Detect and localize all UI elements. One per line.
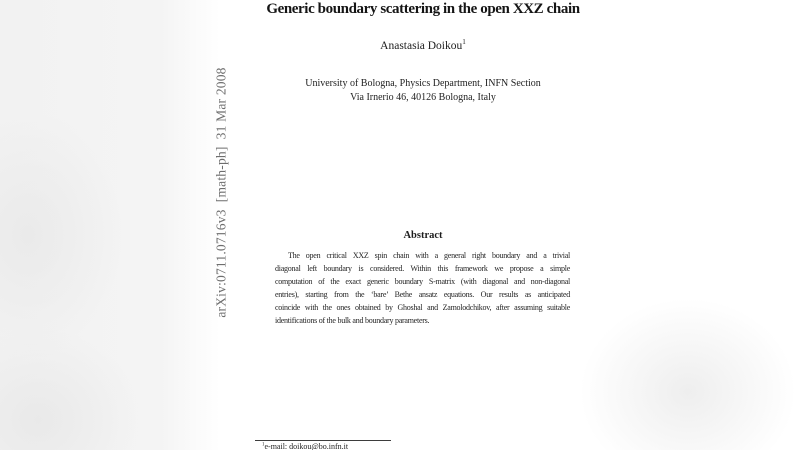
paper-title: Generic boundary scattering in the open XXZ chain (266, 1, 580, 17)
abstract-line: diagonal left boundary is considered. Within this framework we propose a simple (275, 264, 570, 273)
author-name: Anastasia Doikou (380, 40, 463, 52)
footnote-rule (255, 440, 391, 441)
author-footnote-mark: 1 (462, 38, 466, 47)
footnote-mark: 1 (262, 442, 265, 448)
affiliation-line-1: University of Bologna, Physics Department, INFN Section (305, 78, 541, 89)
abstract-line: The open critical XXZ spin chain with a general right boundary and a trivial (288, 251, 570, 260)
affiliation-line-2: Via Irnerio 46, 40126 Bologna, Italy (350, 92, 496, 103)
abstract-line: identifications of the bulk and boundary parameters. (275, 316, 430, 325)
footnote-text: e-mail: doikou@bo.infn.it (264, 442, 349, 450)
abstract-line: computation of the exact generic boundary S-matrix (with diagonal and non-diagonal (275, 277, 570, 286)
arxiv-watermark: arXiv:0711.0716v3 [math-ph] 31 Mar 2008 (213, 67, 229, 318)
abstract-line: coincide with the ones obtained by Ghoshal and Zamolodchikov, after assuming suitable (275, 303, 570, 312)
footnote (262, 442, 348, 450)
author-line (223, 40, 623, 52)
abstract-text (275, 249, 570, 327)
abstract-line: entries), starting from the ‘bare’ Bethe ansatz equations. Our results as anticipated (275, 290, 570, 299)
abstract-heading: Abstract (403, 230, 443, 241)
